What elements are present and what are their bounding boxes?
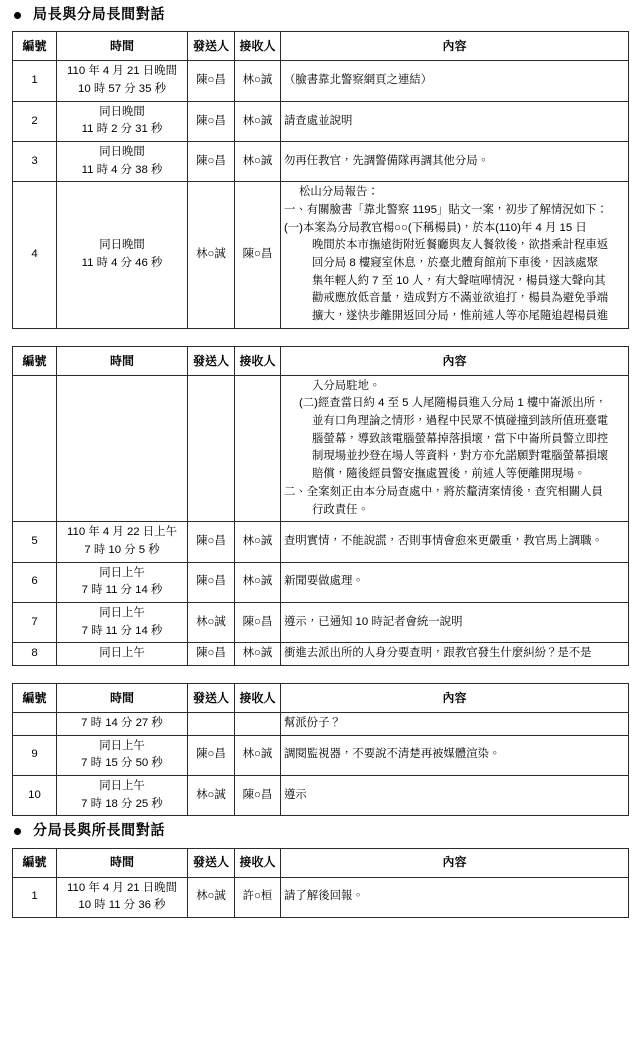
conversation-table-3 — [12, 683, 629, 816]
time-line: 同日晚間 — [99, 105, 145, 118]
cell-content — [281, 522, 629, 562]
column-header-no: 編號 — [13, 848, 57, 877]
cell-time — [57, 375, 188, 521]
cell-no: 6 — [13, 562, 57, 602]
content-line: (一)本案為分局教官楊○○(下稱楊員)，於本(110)年 4 月 15 日 — [284, 221, 587, 234]
table-row — [13, 602, 629, 642]
cell-time — [57, 522, 188, 562]
content-line: 二、全案刻正由本分局查處中，將於釐清案情後，查究相關人員 — [284, 485, 603, 498]
time-line: 10 時 57 分 35 秒 — [77, 83, 166, 96]
cell-content — [281, 643, 629, 666]
content-line: 制現場並抄登在場人等資料，對方亦允諾願對電腦螢幕損壞 — [312, 450, 609, 463]
table-row — [13, 375, 629, 521]
cell-receiver: 林○誠 — [235, 643, 281, 666]
content-line: 遵示 — [284, 788, 307, 801]
table-row — [13, 101, 629, 141]
cell-time — [57, 182, 188, 328]
time-line: 7 時 14 分 27 秒 — [81, 716, 163, 729]
content-line: 賠償，隨後經員警安撫處置後，前述人等便離開現場。 — [312, 468, 586, 481]
column-header-no: 編號 — [13, 32, 57, 61]
content-line: 勸戒應放低音量，造成對方不滿並欲追打，楊員為避免爭端 — [312, 292, 609, 305]
content-line: 幫派份子？ — [284, 716, 341, 729]
time-line: 7 時 15 分 50 秒 — [81, 757, 163, 770]
section-heading-1-label: 局長與分局長間對話 — [33, 7, 166, 23]
content-line: 遵示，已通知 10 時記者會統一說明 — [284, 615, 463, 628]
cell-time — [57, 643, 188, 666]
cell-sender: 林○誠 — [188, 775, 235, 815]
cell-content — [281, 142, 629, 182]
table-row — [13, 735, 629, 775]
cell-receiver — [235, 375, 281, 521]
table-row — [13, 562, 629, 602]
content-line: 腦螢幕，導致該電腦螢幕掉落損壞，當下中崙所員警立即控 — [312, 432, 609, 445]
cell-receiver: 林○誠 — [235, 101, 281, 141]
bullet-dot-icon — [14, 12, 21, 19]
cell-content — [281, 877, 629, 917]
column-header-content: 內容 — [281, 346, 629, 375]
cell-no: 9 — [13, 735, 57, 775]
cell-time — [57, 602, 188, 642]
time-line: 7 時 11 分 14 秒 — [81, 624, 163, 637]
table-gap — [0, 666, 640, 683]
cell-content — [281, 602, 629, 642]
cell-time — [57, 775, 188, 815]
table-header-row — [13, 683, 629, 712]
cell-time — [57, 61, 188, 101]
content-line: 衝進去派出所的人身分要查明，跟教官發生什麼糾紛？是不是 — [284, 647, 592, 660]
cell-sender: 林○誠 — [188, 182, 235, 328]
content-line: (二)經查當日約 4 至 5 人尾隨楊員進入分局 1 樓中崙派出所， — [299, 397, 607, 410]
cell-sender: 陳○昌 — [188, 61, 235, 101]
cell-sender: 陳○昌 — [188, 522, 235, 562]
section-heading-1 — [0, 0, 640, 31]
time-line: 同日晚間 — [99, 146, 145, 159]
cell-content — [281, 101, 629, 141]
cell-no: 10 — [13, 775, 57, 815]
cell-sender: 陳○昌 — [188, 643, 235, 666]
content-line: 請查處並說明 — [284, 114, 353, 127]
content-line: 行政責任。 — [312, 503, 369, 516]
cell-receiver: 林○誠 — [235, 522, 281, 562]
cell-no: 1 — [13, 61, 57, 101]
cell-content — [281, 375, 629, 521]
column-header-content: 內容 — [281, 683, 629, 712]
content-line: 回分局 8 樓寢室休息，於臺北體育館前下車後，因該處聚 — [312, 257, 599, 270]
conversation-table-2 — [12, 346, 629, 666]
conversation-table-1 — [12, 31, 629, 328]
cell-receiver: 林○誠 — [235, 562, 281, 602]
column-header-to: 接收人 — [235, 32, 281, 61]
cell-no: 4 — [13, 182, 57, 328]
content-line: 勿再任教官，先調警備隊再調其他分局。 — [284, 154, 490, 167]
cell-no: 3 — [13, 142, 57, 182]
column-header-time: 時間 — [57, 683, 188, 712]
cell-sender: 陳○昌 — [188, 142, 235, 182]
column-header-no: 編號 — [13, 346, 57, 375]
cell-no: 2 — [13, 101, 57, 141]
table-header-row — [13, 848, 629, 877]
cell-sender: 陳○昌 — [188, 101, 235, 141]
table-header-row — [13, 32, 629, 61]
column-header-to: 接收人 — [235, 848, 281, 877]
cell-content — [281, 182, 629, 328]
cell-time — [57, 101, 188, 141]
cell-receiver: 林○誠 — [235, 735, 281, 775]
cell-no: 1 — [13, 877, 57, 917]
table-row — [13, 182, 629, 328]
table-row — [13, 142, 629, 182]
table-row — [13, 712, 629, 735]
content-line: 晚間於本市撫遠街附近餐廳與友人餐敘後，欲搭乘計程車返 — [312, 239, 609, 252]
content-line: 擴大，遂快步離開返回分局，惟前述人等亦尾隨追趕楊員進 — [312, 310, 609, 323]
column-header-from: 發送人 — [188, 683, 235, 712]
cell-content — [281, 775, 629, 815]
content-line: 新聞要做處理。 — [284, 575, 364, 588]
cell-time — [57, 142, 188, 182]
cell-no — [13, 375, 57, 521]
cell-sender — [188, 375, 235, 521]
column-header-content: 內容 — [281, 848, 629, 877]
column-header-from: 發送人 — [188, 32, 235, 61]
column-header-to: 接收人 — [235, 346, 281, 375]
content-line: 調閱監視器，不要說不清楚再被媒體渲染。 — [284, 748, 501, 761]
table-row — [13, 643, 629, 666]
cell-no: 5 — [13, 522, 57, 562]
cell-receiver: 陳○昌 — [235, 182, 281, 328]
time-line: 7 時 18 分 25 秒 — [81, 797, 163, 810]
cell-receiver: 林○誠 — [235, 61, 281, 101]
time-line: 10 時 11 分 36 秒 — [78, 899, 166, 912]
table-row — [13, 877, 629, 917]
time-line: 同日上午 — [99, 647, 145, 660]
time-line: 同日上午 — [99, 739, 145, 752]
time-line: 110 年 4 月 21 日晚間 — [67, 65, 177, 78]
cell-content — [281, 712, 629, 735]
table-header-row — [13, 346, 629, 375]
section-heading-2 — [0, 816, 640, 847]
cell-sender: 陳○昌 — [188, 735, 235, 775]
column-header-from: 發送人 — [188, 346, 235, 375]
column-header-to: 接收人 — [235, 683, 281, 712]
cell-no: 7 — [13, 602, 57, 642]
cell-content — [281, 735, 629, 775]
content-line: 查明實情，不能說謊，否則事情會愈來更嚴重，教官馬上調職。 — [284, 535, 603, 547]
time-line: 同日上午 — [99, 566, 145, 579]
time-line: 同日晚間 — [99, 239, 145, 252]
content-line: 集年輕人約 7 至 10 人，有大聲喧嘩情況，楊員遂大聲向其 — [312, 274, 606, 287]
time-line: 110 年 4 月 22 日上午 — [67, 526, 177, 539]
conversation-table-4 — [12, 848, 629, 918]
cell-sender: 林○誠 — [188, 877, 235, 917]
section-heading-2-label: 分局長與所長間對話 — [33, 823, 166, 840]
column-header-time: 時間 — [57, 848, 188, 877]
content-line: 松山分局報告： — [299, 186, 379, 199]
cell-receiver: 許○桓 — [235, 877, 281, 917]
cell-no: 8 — [13, 643, 57, 666]
time-line: 7 時 11 分 14 秒 — [81, 584, 163, 597]
time-line: 7 時 10 分 5 秒 — [84, 543, 160, 556]
cell-receiver — [235, 712, 281, 735]
cell-no — [13, 712, 57, 735]
cell-receiver: 林○誠 — [235, 142, 281, 182]
cell-time — [57, 562, 188, 602]
cell-time — [57, 735, 188, 775]
cell-receiver: 陳○昌 — [235, 775, 281, 815]
time-line: 110 年 4 月 21 日晚間 — [67, 881, 177, 894]
time-line: 同日上午 — [99, 779, 145, 792]
column-header-content: 內容 — [281, 32, 629, 61]
table-row — [13, 522, 629, 562]
table-gap — [0, 329, 640, 346]
cell-time — [57, 877, 188, 917]
content-line: 請了解後回報。 — [284, 890, 364, 903]
table-row — [13, 61, 629, 101]
cell-receiver: 陳○昌 — [235, 602, 281, 642]
bullet-dot-icon — [14, 828, 21, 835]
column-header-no: 編號 — [13, 683, 57, 712]
cell-content — [281, 562, 629, 602]
cell-sender: 陳○昌 — [188, 562, 235, 602]
time-line: 11 時 2 分 31 秒 — [81, 123, 163, 136]
table-row — [13, 775, 629, 815]
column-header-time: 時間 — [57, 346, 188, 375]
content-line: 並有口角理論之情形，過程中民眾不慎碰撞到該所值班臺電 — [312, 415, 609, 428]
time-line: 11 時 4 分 38 秒 — [81, 163, 163, 176]
content-line: 一、有關臉書「靠北警察 1195」貼文一案，初步了解情況如下： — [284, 204, 608, 217]
column-header-from: 發送人 — [188, 848, 235, 877]
cell-sender: 林○誠 — [188, 602, 235, 642]
content-line: 入分局駐地。 — [312, 379, 381, 392]
column-header-time: 時間 — [57, 32, 188, 61]
time-line: 11 時 4 分 46 秒 — [81, 257, 163, 270]
content-line: （臉書靠北警察網頁之連結） — [284, 74, 433, 87]
cell-sender — [188, 712, 235, 735]
time-line: 同日上午 — [99, 606, 145, 619]
cell-time — [57, 712, 188, 735]
cell-content — [281, 61, 629, 101]
